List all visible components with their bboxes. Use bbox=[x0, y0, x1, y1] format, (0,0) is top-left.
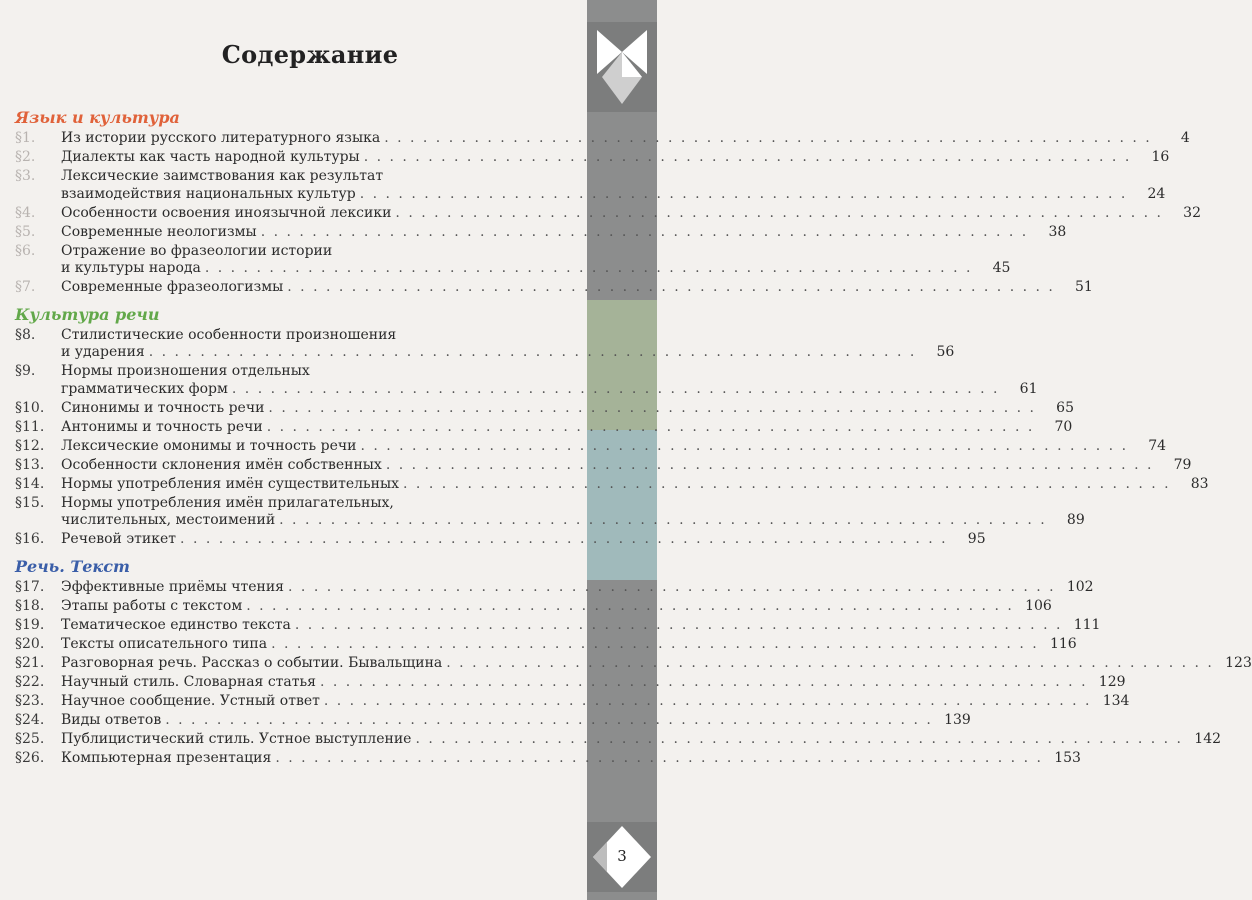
toc-entry-title: числительных, местоимений bbox=[61, 512, 276, 528]
toc-entry-page: 51 bbox=[1075, 279, 1093, 295]
toc-entry-title: Современные неологизмы bbox=[61, 223, 257, 240]
toc-entry-title: Эффективные приёмы чтения bbox=[61, 578, 285, 595]
toc-entry-number: §4. bbox=[15, 204, 36, 221]
toc-entry-page: 61 bbox=[1019, 380, 1038, 397]
toc-entry-title: Лексические заимствования как результат bbox=[61, 168, 384, 184]
toc-leader-dots: . . . . . . . . . . . . . . . . . . . . . . . . . . . . . . . . . . . . . . . . . . . . . . . . . . . . . . . . . . . . bbox=[403, 475, 1171, 492]
toc-entry[interactable] bbox=[15, 673, 1126, 692]
toc-entry[interactable] bbox=[15, 418, 1073, 437]
toc-entry-number: §18. bbox=[15, 597, 45, 614]
toc-entry-page: 142 bbox=[1194, 730, 1222, 747]
toc-entry-page: 129 bbox=[1098, 673, 1126, 690]
toc-entry-page: 116 bbox=[1049, 635, 1077, 652]
toc-entry[interactable] bbox=[15, 363, 1038, 398]
toc-entry-title: Нормы употребления имён прилагательных, bbox=[61, 494, 394, 511]
page-number: 3 bbox=[617, 847, 627, 865]
toc-leader-dots: . . . . . . . . . . . . . . . . . . . . . . . . . . . . . . . . . . . . . . . . . . . . . . . . . . . . . . . . . . . . bbox=[266, 418, 1035, 435]
toc-entry[interactable] bbox=[15, 654, 1252, 673]
toc-entry-number: §26. bbox=[15, 749, 45, 766]
toc-entry-number: §20. bbox=[15, 635, 45, 652]
toc-leader-dots: . . . . . . . . . . . . . . . . . . . . . . . . . . . . . . . . . . . . . . . . . . . . . . . . . . . . . . . . . . . . bbox=[415, 730, 1184, 747]
toc-leader-dots: . . . . . . . . . . . . . . . . . . . . . . . . . . . . . . . . . . . . . . . . . . . . . . . . . . . . . . . . . . . . bbox=[204, 260, 973, 276]
toc-entry-page: 89 bbox=[1066, 512, 1085, 528]
section-heading: Речь. Текст bbox=[15, 556, 130, 576]
toc-entry-title: Особенности склонения имён собственных bbox=[61, 456, 382, 473]
toc-entry[interactable] bbox=[15, 279, 1093, 297]
diamond-ornament-icon bbox=[587, 22, 657, 112]
toc-leader-dots: . . . . . . . . . . . . . . . . . . . . . . . . . . . . . . . . . . . . . . . . . . . . . . . . . . . . . . . . . . . . bbox=[319, 673, 1088, 690]
toc-entry-page: 56 bbox=[936, 344, 955, 360]
toc-leader-dots: . . . . . . . . . . . . . . . . . . . . . . . . . . . . . . . . . . . . . . . . . . . . . . . . . . . . . . . . . . . . bbox=[268, 399, 1036, 416]
toc-leader-dots: . . . . . . . . . . . . . . . . . . . . . . . . . . . . . . . . . . . . . . . . . . . . . . . . . . . . . . . . . . . . bbox=[271, 635, 1039, 652]
toc-entry-number: §1. bbox=[15, 130, 36, 146]
toc-entry-number: §9. bbox=[15, 363, 36, 379]
toc-leader-dots: . . . . . . . . . . . . . . . . . . . . . . . . . . . . . . . . . . . . . . . . . . . . . . . . . . . . . . . . . . . . bbox=[260, 223, 1029, 240]
toc-leader-dots: . . . . . . . . . . . . . . . . . . . . . . . . . . . . . . . . . . . . . . . . . . . . . . . . . . . . . . . . . . . . bbox=[385, 456, 1154, 473]
toc-entry-title: Отражение во фразеологии истории bbox=[61, 242, 333, 259]
toc-entry-title: Компьютерная презентация bbox=[61, 749, 272, 766]
toc-entry[interactable] bbox=[15, 494, 1085, 530]
toc-entry-title: Стилистические особенности произношения bbox=[61, 326, 397, 343]
toc-entry-number: §24. bbox=[15, 711, 45, 728]
toc-entry-title: Речевой этикет bbox=[61, 531, 177, 547]
toc-entry-page: 139 bbox=[944, 711, 971, 728]
section-heading: Культура речи bbox=[15, 304, 160, 324]
toc-entry-page: 32 bbox=[1183, 204, 1201, 221]
toc-leader-dots: . . . . . . . . . . . . . . . . . . . . . . . . . . . . . . . . . . . . . . . . . . . . . . . . . . . . . . . . . . . . bbox=[288, 578, 1056, 595]
toc-entry-title: Научное сообщение. Устный ответ bbox=[61, 692, 320, 709]
toc-entry-number: §2. bbox=[15, 149, 36, 165]
toc-entry-title: Нормы произношения отдельных bbox=[61, 363, 310, 379]
toc-entry-number: §14. bbox=[15, 475, 45, 492]
toc-entry-title: грамматических форм bbox=[61, 380, 228, 397]
toc-leader-dots: . . . . . . . . . . . . . . . . . . . . . . . . . . . . . . . . . . . . . . . . . . . . . . . . . . . . . . . . . . . . bbox=[231, 380, 1000, 397]
toc-entry[interactable] bbox=[15, 399, 1074, 418]
toc-leader-dots: . . . . . . . . . . . . . . . . . . . . . . . . . . . . . . . . . . . . . . . . . . . . . . . . . . . . . . . . . . . . bbox=[165, 711, 933, 728]
toc-leader-dots: . . . . . . . . . . . . . . . . . . . . . . . . . . . . . . . . . . . . . . . . . . . . . . . . . . . . . . . . . . . . bbox=[323, 692, 1092, 709]
toc-entry[interactable] bbox=[15, 730, 1222, 749]
toc-entry-page: 79 bbox=[1173, 456, 1192, 473]
table-of-contents bbox=[15, 100, 1252, 769]
toc-entry-number: §16. bbox=[15, 531, 45, 547]
toc-entry-number: §10. bbox=[15, 399, 45, 416]
toc-leader-dots: . . . . . . . . . . . . . . . . . . . . . . . . . . . . . . . . . . . . . . . . . . . . . . . . . . . . . . . . . . . . bbox=[246, 597, 1014, 614]
toc-entry[interactable] bbox=[15, 616, 1101, 635]
toc-entry-title: Научный стиль. Словарная статья bbox=[61, 673, 316, 690]
toc-entry-title: Синонимы и точность речи bbox=[61, 399, 265, 416]
toc-entry[interactable] bbox=[15, 711, 971, 730]
toc-leader-dots: . . . . . . . . . . . . . . . . . . . . . . . . . . . . . . . . . . . . . . . . . . . . . . . . . . . . . . . . . . . . bbox=[287, 279, 1055, 295]
toc-entry[interactable] bbox=[15, 597, 1052, 616]
toc-leader-dots: . . . . . . . . . . . . . . . . . . . . . . . . . . . . . . . . . . . . . . . . . . . . . . . . . . . . . . . . . . . . bbox=[363, 149, 1132, 165]
toc-leader-dots: . . . . . . . . . . . . . . . . . . . . . . . . . . . . . . . . . . . . . . . . . . . . . . . . . . . . . . . . . . . . bbox=[360, 437, 1129, 454]
toc-leader-dots: . . . . . . . . . . . . . . . . . . . . . . . . . . . . . . . . . . . . . . . . . . . . . . . . . . . . . . . . . . . . bbox=[294, 616, 1063, 633]
toc-entry-page: 102 bbox=[1066, 578, 1094, 595]
toc-leader-dots: . . . . . . . . . . . . . . . . . . . . . . . . . . . . . . . . . . . . . . . . . . . . . . . . . . . . . . . . . . . . bbox=[446, 654, 1214, 671]
toc-entry-number: §22. bbox=[15, 673, 45, 690]
toc-entry-title: Этапы работы с текстом bbox=[61, 597, 243, 614]
toc-entry-page: 4 bbox=[1180, 130, 1190, 146]
toc-leader-dots: . . . . . . . . . . . . . . . . . . . . . . . . . . . . . . . . . . . . . . . . . . . . . . . . . . . . . . . . . . . . bbox=[384, 130, 1152, 146]
toc-entry-page: 106 bbox=[1025, 597, 1052, 614]
toc-entry-page: 134 bbox=[1102, 692, 1130, 709]
toc-entry-page: 123 bbox=[1225, 654, 1252, 671]
toc-entry-number: §19. bbox=[15, 616, 45, 633]
toc-leader-dots: . . . . . . . . . . . . . . . . . . . . . . . . . . . . . . . . . . . . . . . . . . . . . . . . . . . . . . . . . . . . bbox=[275, 749, 1043, 766]
toc-entry-title: Публицистический стиль. Устное выступление bbox=[61, 730, 412, 747]
toc-entry-number: §5. bbox=[15, 223, 36, 240]
toc-entry-title: Особенности освоения иноязычной лексики bbox=[61, 204, 392, 221]
toc-entry-title: Нормы употребления имён существительных bbox=[61, 475, 400, 492]
toc-entry-number: §12. bbox=[15, 437, 45, 454]
toc-entry-page: 45 bbox=[992, 260, 1011, 276]
toc-entry-title: Разговорная речь. Рассказ о событии. Бывальщина bbox=[61, 654, 443, 671]
toc-entry-title: Лексические омонимы и точность речи bbox=[61, 437, 357, 454]
toc-entry-page: 83 bbox=[1190, 475, 1209, 492]
toc-entry[interactable] bbox=[15, 326, 955, 362]
toc-entry[interactable] bbox=[15, 437, 1167, 456]
toc-entry-title: Из истории русского литературного языка bbox=[61, 130, 381, 146]
toc-entry[interactable] bbox=[15, 149, 1170, 167]
toc-entry[interactable] bbox=[15, 475, 1209, 494]
toc-leader-dots: . . . . . . . . . . . . . . . . . . . . . . . . . . . . . . . . . . . . . . . . . . . . . . . . . . . . . . . . . . . . bbox=[395, 204, 1163, 221]
toc-entry[interactable] bbox=[15, 635, 1077, 654]
toc-leader-dots: . . . . . . . . . . . . . . . . . . . . . . . . . . . . . . . . . . . . . . . . . . . . . . . . . . . . . . . . . . . . bbox=[359, 185, 1128, 202]
toc-entry-title: Виды ответов bbox=[61, 711, 162, 728]
toc-entry-title: Современные фразеологизмы bbox=[61, 279, 284, 295]
toc-entry-number: §8. bbox=[15, 326, 36, 343]
toc-entry-title: Антонимы и точность речи bbox=[61, 418, 263, 435]
toc-entry[interactable] bbox=[15, 223, 1067, 242]
toc-entry-title: взаимодействия национальных культур bbox=[61, 185, 356, 202]
toc-entry[interactable] bbox=[15, 456, 1192, 475]
toc-entry-number: §6. bbox=[15, 242, 36, 259]
toc-entry[interactable] bbox=[15, 204, 1201, 223]
toc-entry[interactable] bbox=[15, 168, 1166, 203]
toc-entry-page: 95 bbox=[967, 531, 986, 547]
toc-entry[interactable] bbox=[15, 578, 1094, 597]
toc-leader-dots: . . . . . . . . . . . . . . . . . . . . . . . . . . . . . . . . . . . . . . . . . . . . . . . . . . . . . . . . . . . . bbox=[148, 344, 917, 360]
page-title: Содержание bbox=[221, 40, 399, 69]
toc-leader-dots: . . . . . . . . . . . . . . . . . . . . . . . . . . . . . . . . . . . . . . . . . . . . . . . . . . . . . . . . . . . . bbox=[180, 531, 948, 547]
toc-entry-title: и ударения bbox=[61, 344, 145, 360]
toc-entry-title: Тематическое единство текста bbox=[61, 616, 291, 633]
section-heading: Язык и культура bbox=[15, 108, 180, 127]
toc-entry-number: §13. bbox=[15, 456, 45, 473]
toc-entry-title: и культуры народа bbox=[61, 260, 201, 276]
toc-entry-page: 38 bbox=[1048, 223, 1067, 240]
toc-entry-page: 70 bbox=[1054, 418, 1073, 435]
toc-entry-title: Тексты описательного типа bbox=[61, 635, 268, 652]
toc-entry-number: §17. bbox=[15, 578, 45, 595]
toc-entry-number: §15. bbox=[15, 494, 45, 511]
toc-entry-page: 74 bbox=[1148, 437, 1167, 454]
toc-entry-number: §23. bbox=[15, 692, 45, 709]
toc-entry-page: 16 bbox=[1151, 149, 1170, 165]
toc-entry-page: 153 bbox=[1054, 749, 1081, 766]
toc-entry-number: §25. bbox=[15, 730, 45, 747]
toc-entry[interactable] bbox=[15, 130, 1190, 148]
toc-entry-title: Диалекты как часть народной культуры bbox=[61, 149, 360, 165]
toc-entry-page: 111 bbox=[1073, 616, 1101, 633]
toc-entry[interactable] bbox=[15, 692, 1130, 711]
toc-leader-dots: . . . . . . . . . . . . . . . . . . . . . . . . . . . . . . . . . . . . . . . . . . . . . . . . . . . . . . . . . . . . bbox=[279, 512, 1047, 528]
toc-entry-number: §7. bbox=[15, 279, 36, 295]
toc-entry[interactable] bbox=[15, 242, 1011, 278]
toc-entry-page: 65 bbox=[1056, 399, 1074, 416]
toc-entry-number: §3. bbox=[15, 168, 36, 184]
toc-entry-number: §11. bbox=[15, 418, 45, 435]
toc-entry-number: §21. bbox=[15, 654, 45, 671]
toc-entry[interactable] bbox=[15, 531, 986, 549]
toc-entry-page: 24 bbox=[1147, 185, 1166, 202]
toc-entry[interactable] bbox=[15, 749, 1081, 768]
